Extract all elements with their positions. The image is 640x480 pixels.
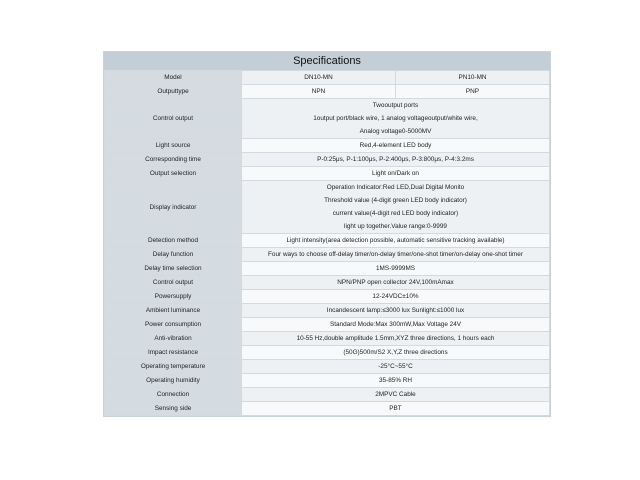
spec-value-line: 12-24VDC±10% bbox=[372, 293, 419, 300]
spec-row bbox=[105, 248, 550, 262]
spec-label: Powersupply bbox=[105, 290, 242, 304]
spec-value-line: -25°C~55°C bbox=[378, 363, 413, 370]
spec-value bbox=[242, 388, 550, 402]
spec-label: Power consumption bbox=[105, 318, 242, 332]
spec-value bbox=[242, 248, 550, 262]
spec-label: Control output bbox=[105, 276, 242, 290]
spec-label: Connection bbox=[105, 388, 242, 402]
spec-row bbox=[105, 402, 550, 416]
spec-value bbox=[242, 290, 550, 304]
spec-value-line: Standard Mode:Max 300mW,Max Voltage 24V bbox=[329, 321, 462, 328]
spec-value bbox=[242, 181, 550, 234]
specifications-table bbox=[103, 51, 551, 417]
spec-value-line: Light intensity(area detection possible, automatic sensitive tracking available) bbox=[286, 237, 505, 244]
spec-row bbox=[105, 139, 550, 153]
spec-row bbox=[105, 374, 550, 388]
spec-value bbox=[242, 234, 550, 248]
spec-value-line: Light on/Dark on bbox=[372, 170, 419, 177]
output-type-pnp: PNP bbox=[396, 85, 550, 99]
spec-value-line: 1MS-9999MS bbox=[375, 265, 416, 272]
spec-label: Output selection bbox=[105, 167, 242, 181]
spec-row bbox=[105, 304, 550, 318]
spec-value bbox=[242, 318, 550, 332]
spec-value-line: P-0:25μs, P-1:100μs, P-2:400μs, P-3:800μs, P-4:3.2ms bbox=[317, 156, 474, 163]
spec-value-line: Twooutput ports bbox=[372, 102, 419, 109]
spec-value-line: Incandescent lamp:≤3000 lux Sunlight:≤1000 lux bbox=[326, 307, 465, 314]
spec-value bbox=[242, 139, 550, 153]
spec-label: Control output bbox=[105, 99, 242, 139]
spec-value bbox=[242, 167, 550, 181]
model-row bbox=[105, 71, 550, 85]
spec-value-line: 2MPVC Cable bbox=[375, 391, 416, 398]
model-pnp: PN10-MN bbox=[396, 71, 550, 85]
spec-row bbox=[105, 276, 550, 290]
spec-value-line: 10-55 Hz,double amplitude 1.5mm,XYZ three directions, 1 hours each bbox=[296, 335, 495, 342]
spec-value-line: 1output port/black wire, 1 analog voltageoutput/white wire, bbox=[313, 115, 478, 122]
spec-row bbox=[105, 360, 550, 374]
spec-grid bbox=[104, 70, 550, 416]
output-type-row bbox=[105, 85, 550, 99]
spec-row bbox=[105, 346, 550, 360]
spec-value bbox=[242, 262, 550, 276]
spec-value bbox=[242, 360, 550, 374]
spec-value bbox=[242, 276, 550, 290]
specifications-title: Specifications bbox=[104, 52, 550, 70]
spec-value bbox=[242, 99, 550, 139]
spec-label: Display indicator bbox=[105, 181, 242, 234]
spec-row bbox=[105, 318, 550, 332]
spec-value-line: (50G)500m/S2 X,Y,Z three directions bbox=[343, 349, 448, 356]
spec-value-line: Analog voltage0-5000MV bbox=[359, 128, 432, 135]
spec-row bbox=[105, 332, 550, 346]
spec-row bbox=[105, 181, 550, 234]
spec-label: Delay time selection bbox=[105, 262, 242, 276]
spec-value-line: Red,4-element LED body bbox=[359, 142, 432, 149]
spec-value bbox=[242, 332, 550, 346]
spec-label: Light source bbox=[105, 139, 242, 153]
output-type-label: Outputtype bbox=[105, 85, 242, 99]
spec-label: Operating temperature bbox=[105, 360, 242, 374]
spec-value-line: light up together.Value range:0-9999 bbox=[344, 223, 447, 230]
spec-value-line: Four ways to choose off-delay timer/on-delay timer/one-shot timer/on-delay one-shot timer bbox=[268, 251, 523, 258]
spec-row bbox=[105, 388, 550, 402]
spec-label: Delay function bbox=[105, 248, 242, 262]
spec-row bbox=[105, 153, 550, 167]
spec-value-line: NPN/PNP open collector 24V,100mAmax bbox=[337, 279, 454, 286]
spec-value-line: current value(4-digit red LED body indicator) bbox=[332, 210, 459, 217]
spec-value bbox=[242, 153, 550, 167]
spec-label: Detection method bbox=[105, 234, 242, 248]
spec-label: Operating humidity bbox=[105, 374, 242, 388]
spec-label: Corresponding time bbox=[105, 153, 242, 167]
spec-value-line: 35-85% RH bbox=[378, 377, 413, 384]
spec-label: Impact resistance bbox=[105, 346, 242, 360]
spec-value-line: Operation Indicator:Red LED,Dual Digital Monito bbox=[326, 184, 465, 191]
spec-value bbox=[242, 346, 550, 360]
model-npn: DN10-MN bbox=[242, 71, 396, 85]
spec-label: Ambient luminance bbox=[105, 304, 242, 318]
spec-value bbox=[242, 402, 550, 416]
spec-value-line: Threshold value (4-digit green LED body indicator) bbox=[324, 197, 467, 204]
output-type-npn: NPN bbox=[242, 85, 396, 99]
spec-label: Sensing side bbox=[105, 402, 242, 416]
model-label: Model bbox=[105, 71, 242, 85]
spec-value bbox=[242, 304, 550, 318]
spec-row bbox=[105, 290, 550, 304]
spec-value bbox=[242, 374, 550, 388]
spec-label: Anti-vibration bbox=[105, 332, 242, 346]
spec-row bbox=[105, 99, 550, 139]
spec-value-line: PBT bbox=[389, 405, 402, 412]
spec-row bbox=[105, 167, 550, 181]
spec-row bbox=[105, 234, 550, 248]
spec-row bbox=[105, 262, 550, 276]
